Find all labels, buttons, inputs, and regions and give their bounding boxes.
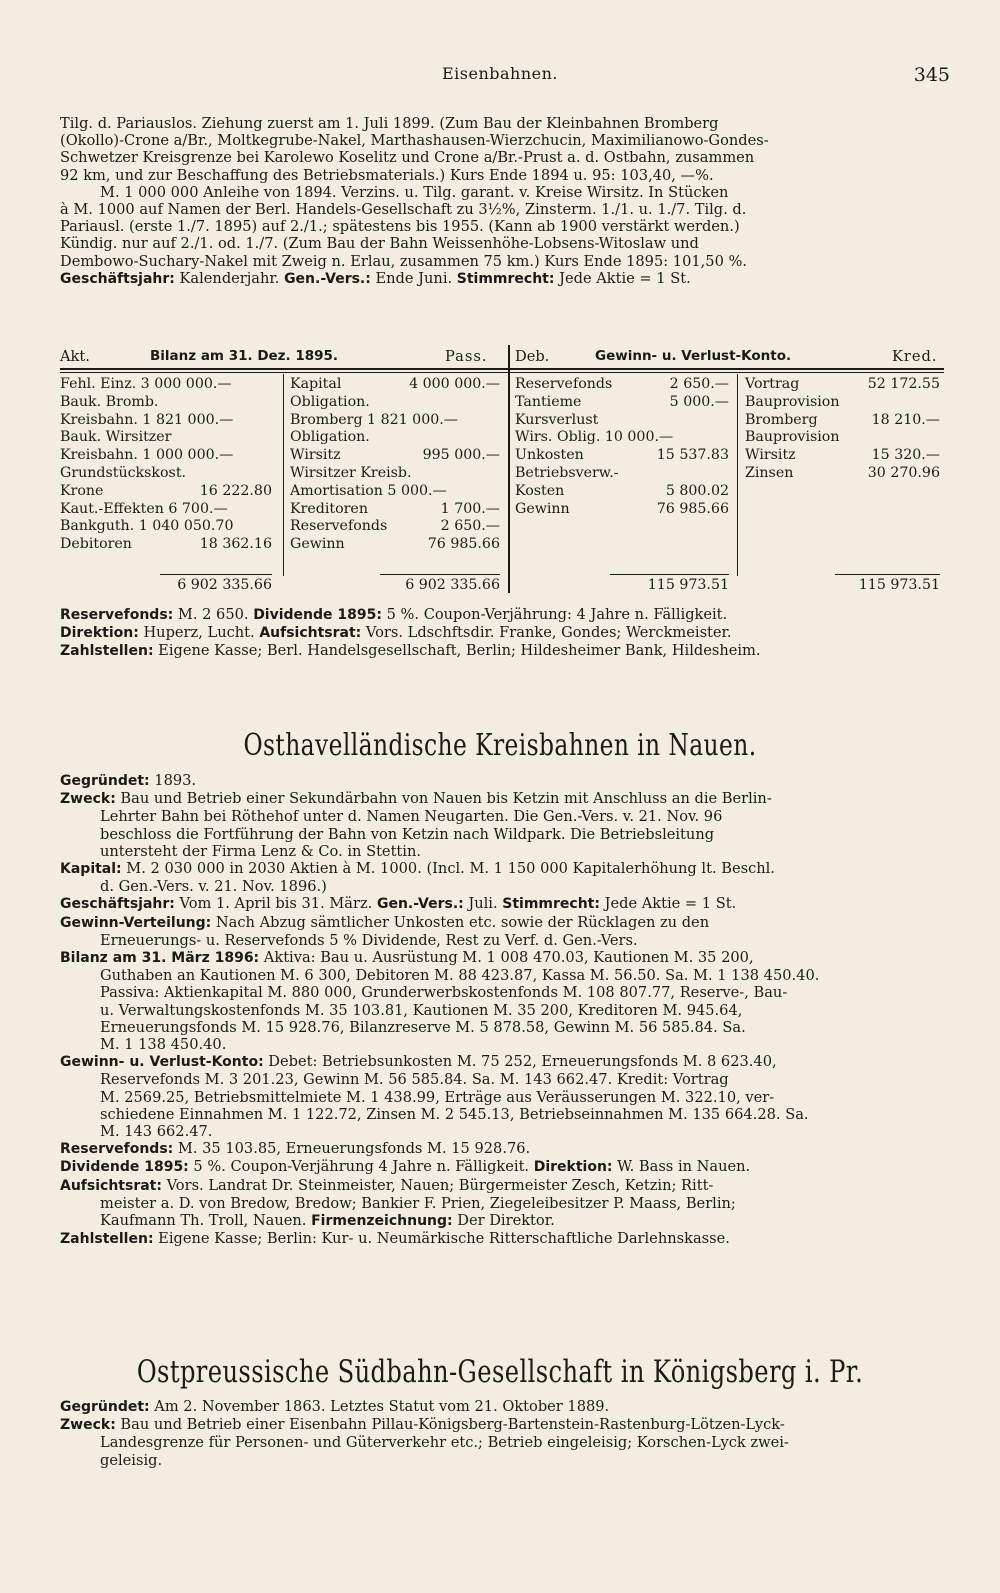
label: Aufsichtsrat: [60,1177,162,1194]
table-divider-main [508,345,510,593]
table-row [60,394,272,412]
label: Zweck: [60,1417,116,1434]
debet-column [515,376,729,518]
total-value: 6 902 335.66 [405,577,500,593]
aufsichtsrat-line [60,1177,944,1195]
row-label: Tantieme [515,393,582,410]
bilanz-line [60,949,944,967]
zweck-line [60,790,944,808]
table-row [290,376,500,394]
pass-label: Pass. [445,348,488,365]
value: Huperz, Lucht. [138,624,260,642]
after-table-block [60,606,944,661]
table-row [515,394,729,412]
kredit-column [745,376,940,483]
label: Reservefonds: [60,1141,174,1158]
table-divider-guv [737,374,738,576]
row-value: 18 210.— [871,411,940,428]
table-row [60,465,272,483]
value: Aktiva: Bau u. Ausrüstung M. 1 008 470.03, Kautionen M. 35 200, [259,949,754,967]
table-row [290,465,500,483]
row-label: Kosten [515,482,565,499]
row-label: Reservefonds [515,376,613,392]
value: 1893. [149,772,197,789]
section1-body [60,772,944,1248]
section-title: Ostpreussische Südbahn-Gesellschaft in Königsberg i. Pr. [136,1354,864,1390]
row-value: 995 000.— [422,447,500,464]
sum-rule [835,574,940,575]
table-rule-top [60,368,944,370]
table-row [745,376,940,394]
aktiva-column [60,376,272,554]
table-row [290,447,500,465]
table-row [60,376,272,394]
row-label: Wirsitz [290,447,341,464]
label: Zweck: [60,791,116,808]
row-label: Bromberg [745,411,818,428]
row-value: 52 172.55 [867,376,940,392]
value: Bau und Betrieb einer Sekundärbahn von Nauen bis Ketzin mit Anschluss an die Berlin- [115,790,772,808]
row-value: 15 537.83 [656,447,729,464]
reservefonds-line [60,606,944,624]
gegruendet-line [60,1398,944,1416]
table-row [60,536,272,554]
section2-body [60,1398,944,1469]
row-label: Gewinn [515,500,570,517]
total-value: 6 902 335.66 [177,577,272,593]
deb-label: Deb. [515,348,550,365]
text-line: beschloss die Fortführung der Bahn von Ketzin nach Wildpark. Die Betriebsleitung [100,825,715,843]
row-label: Kursverlust [515,411,599,428]
row-label: Vortrag [745,376,800,392]
label: Gen.-Vers.: [376,896,464,913]
passiva-column [290,376,500,554]
sum-rule [380,574,500,575]
kapital-line [60,860,944,878]
row-label: Kreisbahn. 1 000 000.— [60,447,234,464]
text-line: M. 1 138 450.40. [100,1036,227,1054]
kred-label: Kred. [892,348,938,365]
row-label: Wirsitz [745,447,796,464]
label: Bilanz am 31. März 1896: [60,950,260,967]
row-value: 76 985.66 [656,500,729,517]
label: Gegründet: [60,773,150,789]
table-row [515,447,729,465]
total-value: 115 973.51 [858,577,940,593]
value: Jede Aktie = 1 St. [599,895,737,913]
text-line: Lehrter Bahn bei Röthehof unter d. Namen Neugarten. Die Gen.-Vers. v. 21. Nov. 96 [100,808,723,826]
row-label: Bankguth. 1 040 050.70 [60,518,234,535]
label: Dividende 1895: [253,607,382,623]
value: Vors. Landrat Dr. Steinmeister, Nauen; Bürgermeister Zesch, Ketzin; Ritt- [161,1176,714,1194]
text-line: Tilg. d. Pariauslos. Ziehung zuerst am 1. Juli 1899. (Zum Bau der Kleinbahnen Bromberg [60,115,719,132]
direktion-line [60,624,944,642]
label: Reservefonds: [60,607,174,623]
value: Eigene Kasse; Berlin: Kur- u. Neumärkische Ritterschaftliche Darlehnskasse. [153,1230,730,1248]
bilanz-table-header [60,345,944,367]
bilanz-title: Bilanz am 31. Dez. 1895. [150,348,339,364]
value: Der Direktor. [452,1212,555,1230]
row-label: Kaut.-Effekten 6 700.— [60,500,228,517]
text-line: Landesgrenze für Personen- und Güterverkehr etc.; Betrieb eingeleisig; Korschen-Lyck zwei- [100,1434,789,1452]
table-row [745,465,940,483]
row-label: Amortisation 5 000.— [290,482,447,499]
running-title: Eisenbahnen. [441,64,559,83]
table-row [745,429,940,447]
table-row [60,501,272,519]
label: Gewinn-Verteilung: [60,914,212,931]
row-label: Bauk. Wirsitzer [60,429,172,446]
geschaeftsjahr-line [60,895,944,913]
total-value: 115 973.51 [647,577,729,593]
label: Zahlstellen: [60,643,154,660]
row-label: Kreisbahn. 1 821 000.— [60,411,234,428]
table-row [745,412,940,430]
value: Jede Aktie = 1 St. [554,269,691,287]
text-line: Pariausl. (erste 1./7. 1895) auf 2./1.; spätestens bis 1955. (Kann ab 1900 verstärkt werden.) [60,218,740,236]
table-row [515,465,729,483]
guv-title: Gewinn- u. Verlust-Konto. [595,348,792,364]
table-row [515,376,729,394]
row-label: Obligation. [290,429,370,446]
page-number: 345 [913,64,950,86]
value: 5 %. Coupon-Verjährung 4 Jahre n. Fälligkeit. [188,1158,534,1176]
value: M. 2 030 000 in 2030 Aktien à M. 1000. (Incl. M. 1 150 000 Kapitalerhöhung lt. Beschl. [121,860,775,878]
text-line: Kündig. nur auf 2./1. od. 1./7. (Zum Bau der Bahn Weissenhöhe-Lobsens-Witoslaw und [60,235,699,253]
row-label: Unkosten [515,447,584,464]
row-label: Bauprovision [745,393,840,410]
row-label: Grundstückskost. [60,464,187,481]
guv-line [60,1053,944,1071]
table-row [290,483,500,501]
text-line: meister a. D. von Bredow, Bredow; Bankier F. Prien, Ziegeleibesitzer P. Maass, Berlin; [100,1194,736,1212]
row-value: 30 270.96 [867,464,940,481]
reservefonds-line [60,1140,944,1158]
text-line: M. 1 000 000 Anleihe von 1894. Verzins. u. Tilg. garant. v. Kreise Wirsitz. In Stücken [100,183,729,201]
text-line: Guthaben an Kautionen M. 6 300, Debitoren M. 88 423.87, Kassa M. 56.50. Sa. M. 1 138 450.40. [100,967,820,985]
passiva-total [290,577,500,595]
value: Vors. Ldschftsdir. Franke, Gondes; Werckmeister. [361,624,732,642]
firmenzeichnung-line [60,1212,944,1230]
table-row [60,447,272,465]
value: M. 35 103.85, Erneuerungsfonds M. 15 928.76. [173,1140,531,1158]
row-label: Debitoren [60,536,132,553]
row-value: 18 362.16 [199,536,272,553]
geschaeftsjahr-line [60,270,944,288]
row-value: 4 000 000.— [409,376,500,392]
text-line: M. 2569.25, Betriebsmittelmiete M. 1 438.99, Erträge aus Veräusserungen M. 322.10, ver- [100,1088,775,1106]
label: Direktion: [60,625,139,642]
table-row [60,518,272,536]
debet-total [515,577,729,595]
text-line: d. Gen.-Vers. v. 21. Nov. 1896.) [100,878,327,896]
label: Zahlstellen: [60,1231,154,1248]
row-value: 2 650.— [440,518,500,535]
text-line: (Okollo)-Crone a/Br., Moltkegrube-Nakel, Marthashausen-Wierzchucin, Maximilianowo-Gondes- [60,132,769,150]
value: Kalenderjahr. [174,269,285,287]
row-value: 5 800.02 [665,482,729,499]
text-line: u. Verwaltungskostenfonds M. 35 103.81, Kautionen M. 35 200, Kreditoren M. 945.64, [100,1001,743,1019]
row-label: Bromberg 1 821 000.— [290,411,458,428]
table-row [745,447,940,465]
page-header [0,58,1000,88]
gegruendet-line [60,772,944,790]
value: Ende Juni. [370,269,457,287]
row-label: Reservefonds [290,518,388,535]
value: M. 2 650. [173,606,254,623]
value: Nach Abzug sämtlicher Unkosten etc. sowie der Rücklagen zu den [211,913,710,931]
row-label: Kapital [290,376,342,392]
table-row [290,501,500,519]
gewinn-verteilung-line [60,914,944,932]
table-row [290,412,500,430]
label: Dividende 1895: [60,1159,189,1176]
aktiva-total [60,577,272,595]
table-row [515,501,729,519]
row-label: Zinsen [745,464,794,481]
table-divider-bilanz [283,374,284,576]
row-value: 16 222.80 [199,482,272,499]
value: Vom 1. April bis 31. März. [174,895,377,913]
text-line: untersteht der Firma Lenz & Co. in Stettin. [100,842,422,860]
zahlstellen-line [60,642,944,660]
row-label: Wirs. Oblig. 10 000.— [515,429,674,446]
value: W. Bass in Nauen. [612,1158,751,1176]
label: Firmenzeichnung: [311,1213,453,1230]
text-line: Dembowo-Suchary-Nakel mit Zweig n. Erlau, zusammen 75 km.) Kurs Ende 1895: 101,50 %. [60,252,748,270]
kredit-total [745,577,940,595]
section-title: Osthavelländische Kreisbahnen in Nauen. [243,728,757,763]
row-label: Krone [60,482,104,499]
table-row [290,394,500,412]
row-label: Bauprovision [745,429,840,446]
row-label: Wirsitzer Kreisb. [290,464,412,481]
label: Aufsichtsrat: [259,625,362,642]
text-line: Erneuerungsfonds M. 15 928.76, Bilanzreserve M. 5 878.58, Gewinn M. 56 585.84. Sa. [100,1018,746,1036]
label: Gen.-Vers.: [284,270,371,287]
table-rule-top2 [60,372,944,373]
label: Gegründet: [60,1399,150,1415]
table-row [60,429,272,447]
top-continuation [60,115,944,288]
row-value: 15 320.— [871,447,940,464]
row-value: 76 985.66 [427,536,500,553]
table-row [515,429,729,447]
row-label: Kreditoren [290,500,368,517]
dividende-line [60,1158,944,1176]
zahlstellen-line [60,1230,944,1248]
table-row [290,518,500,536]
row-label: Gewinn [290,536,345,553]
row-value: 2 650.— [669,376,729,392]
table-row [515,412,729,430]
akt-label: Akt. [60,348,90,365]
value: Kaufmann Th. Troll, Nauen. [100,1212,312,1230]
row-label: Betriebsverw.- [515,464,619,481]
table-row [60,412,272,430]
value: Am 2. November 1863. Letztes Statut vom 21. Oktober 1889. [149,1398,610,1415]
label: Kapital: [60,861,122,878]
text-line: schiedene Einnahmen M. 1 122.72, Zinsen M. 2 545.13, Betriebseinnahmen M. 135 664.28. Sa. [100,1105,809,1123]
row-value: 1 700.— [440,500,500,517]
label: Stimmrecht: [502,896,600,913]
value: 5 %. Coupon-Verjährung: 4 Jahre n. Fälligkeit. [381,606,728,623]
text-line: M. 143 662.47. [100,1123,213,1141]
table-row [515,483,729,501]
row-label: Fehl. Einz. 3 000 000.— [60,376,232,392]
label: Gewinn- u. Verlust-Konto: [60,1054,264,1071]
sum-rule [160,574,272,575]
row-label: Obligation. [290,393,370,410]
text-line: Passiva: Aktienkapital M. 880 000, Grunderwerbskostenfonds M. 108 807.77, Reserve-, Bau- [100,984,788,1002]
value: Bau und Betrieb einer Eisenbahn Pillau-Königsberg-Bartenstein-Rastenburg-Lötzen-Lyck- [115,1416,785,1434]
label: Geschäftsjahr: [60,270,175,287]
text-line: 92 km, und zur Beschaffung des Betriebsmaterials.) Kurs Ende 1894 u. 95: 103,40, —%. [60,166,714,184]
label: Direktion: [533,1159,613,1176]
row-label: Bauk. Bromb. [60,393,159,410]
text-line: Erneuerungs- u. Reservefonds 5 % Dividende, Rest zu Verf. d. Gen.-Vers. [100,931,638,949]
sum-rule [610,574,729,575]
table-row [290,429,500,447]
row-value: 5 000.— [669,393,729,410]
text-line: à M. 1000 auf Namen der Berl. Handels-Gesellschaft zu 3½%, Zinsterm. 1./1. u. 1./7. Tilg. d. [60,201,747,219]
value: Juli. [463,895,503,913]
text-line: Reservefonds M. 3 201.23, Gewinn M. 56 585.84. Sa. M. 143 662.47. Kredit: Vortrag [100,1071,729,1089]
value: Eigene Kasse; Berl. Handelsgesellschaft, Berlin; Hildesheimer Bank, Hildesheim. [153,642,761,660]
table-row [60,483,272,501]
label: Stimmrecht: [456,270,555,287]
zweck-line [60,1416,944,1434]
text-line: geleisig. [100,1451,163,1469]
table-row [290,536,500,554]
value: Debet: Betriebsunkosten M. 75 252, Erneuerungsfonds M. 8 623.40, [263,1053,777,1071]
text-line: Schwetzer Kreisgrenze bei Karolewo Koselitz und Crone a/Br.-Prust a. d. Ostbahn, zusammen [60,149,755,167]
label: Geschäftsjahr: [60,896,175,913]
table-row [745,394,940,412]
